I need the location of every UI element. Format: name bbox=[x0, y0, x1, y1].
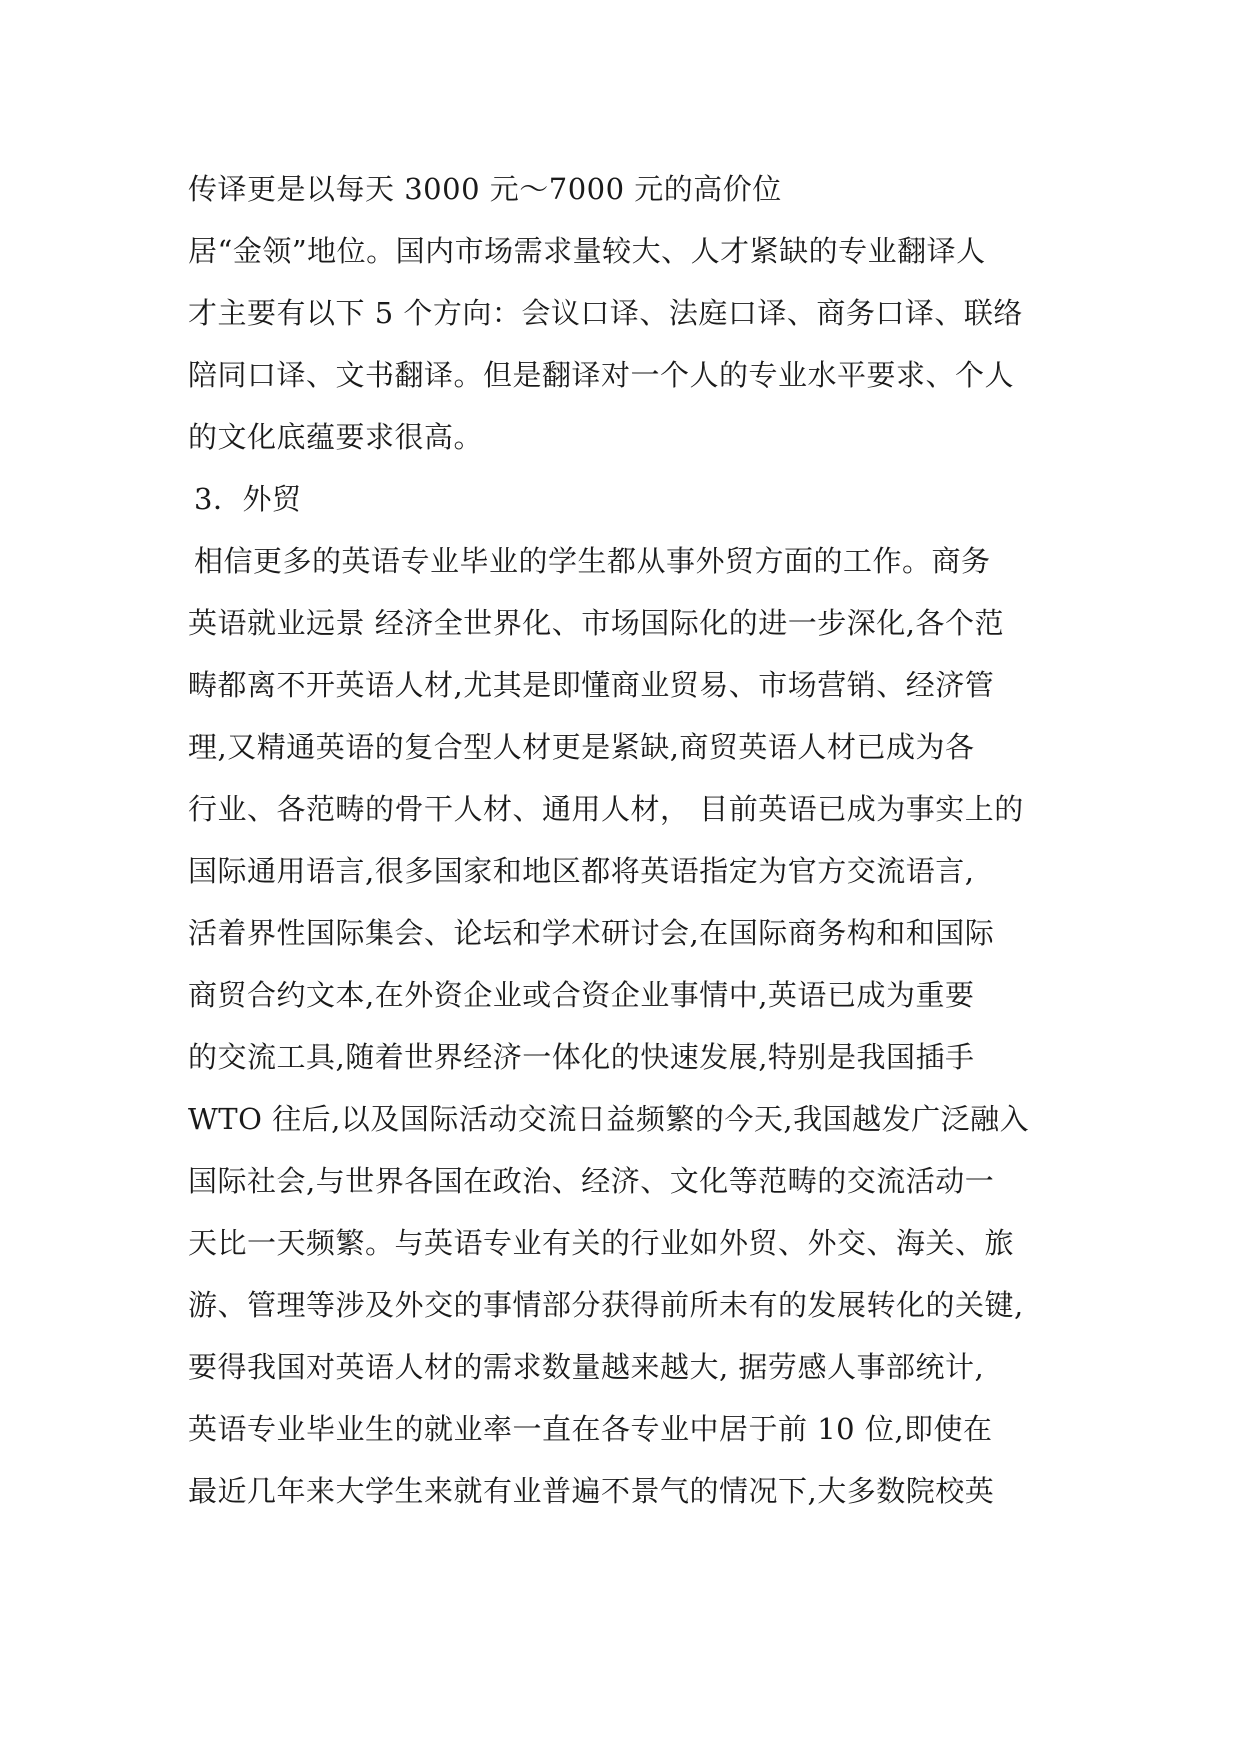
text-line: WTO 往后,以及国际活动交流日益频繁的今天,我国越发广泛融入 bbox=[188, 1102, 1030, 1136]
section-heading: 3．外贸 bbox=[194, 482, 302, 516]
text-line: 才主要有以下 5 个方向：会议口译、法庭口译、商务口译、联络 bbox=[188, 296, 1023, 330]
text-line: 居“金领”地位。国内市场需求量较大、人才紧缺的专业翻译人 bbox=[188, 234, 986, 268]
text-line: 天比一天频繁。与英语专业有关的行业如外贸、外交、海关、旅 bbox=[188, 1226, 1015, 1260]
text-line: 相信更多的英语专业毕业的学生都从事外贸方面的工作。商务 bbox=[194, 544, 991, 578]
text-line: 商贸合约文本,在外资企业或合资企业事情中,英语已成为重要 bbox=[188, 978, 975, 1012]
text-line: 陪同口译、文书翻译。但是翻译对一个人的专业水平要求、个人 bbox=[188, 358, 1015, 392]
text-line: 英语就业远景 经济全世界化、市场国际化的进一步深化,各个范 bbox=[188, 606, 1004, 640]
text-line: 理,又精通英语的复合型人材更是紧缺,商贸英语人材已成为各 bbox=[188, 730, 975, 764]
text-line: 游、管理等涉及外交的事情部分获得前所未有的发展转化的关键, bbox=[188, 1288, 1024, 1322]
text-line: 最近几年来大学生来就有业普遍不景气的情况下,大多数院校英 bbox=[188, 1474, 995, 1508]
body-text bbox=[188, 158, 1058, 1522]
text-line: 要得我国对英语人材的需求数量越来越大, 据劳感人事部统计, bbox=[188, 1350, 985, 1384]
text-line: 传译更是以每天 3000 元～7000 元的高价位 bbox=[188, 172, 782, 206]
text-line: 的文化底蕴要求很高。 bbox=[188, 420, 484, 454]
text-line: 的交流工具,随着世界经济一体化的快速发展,特别是我国插手 bbox=[188, 1040, 975, 1074]
text-line: 国际通用语言,很多国家和地区都将英语指定为官方交流语言, bbox=[188, 854, 975, 888]
text-line: 畴都离不开英语人材,尤其是即懂商业贸易、市场营销、经济管 bbox=[188, 668, 995, 702]
text-line: 国际社会,与世界各国在政治、经济、文化等范畴的交流活动一 bbox=[188, 1164, 995, 1198]
text-line: 行业、各范畴的骨干人材、通用人材， 目前英语已成为事实上的 bbox=[188, 792, 1024, 826]
text-line: 英语专业毕业生的就业率一直在各专业中居于前 10 位,即使在 bbox=[188, 1412, 993, 1446]
text-line: 活着界性国际集会、论坛和学术研讨会,在国际商务构和和国际 bbox=[188, 916, 995, 950]
